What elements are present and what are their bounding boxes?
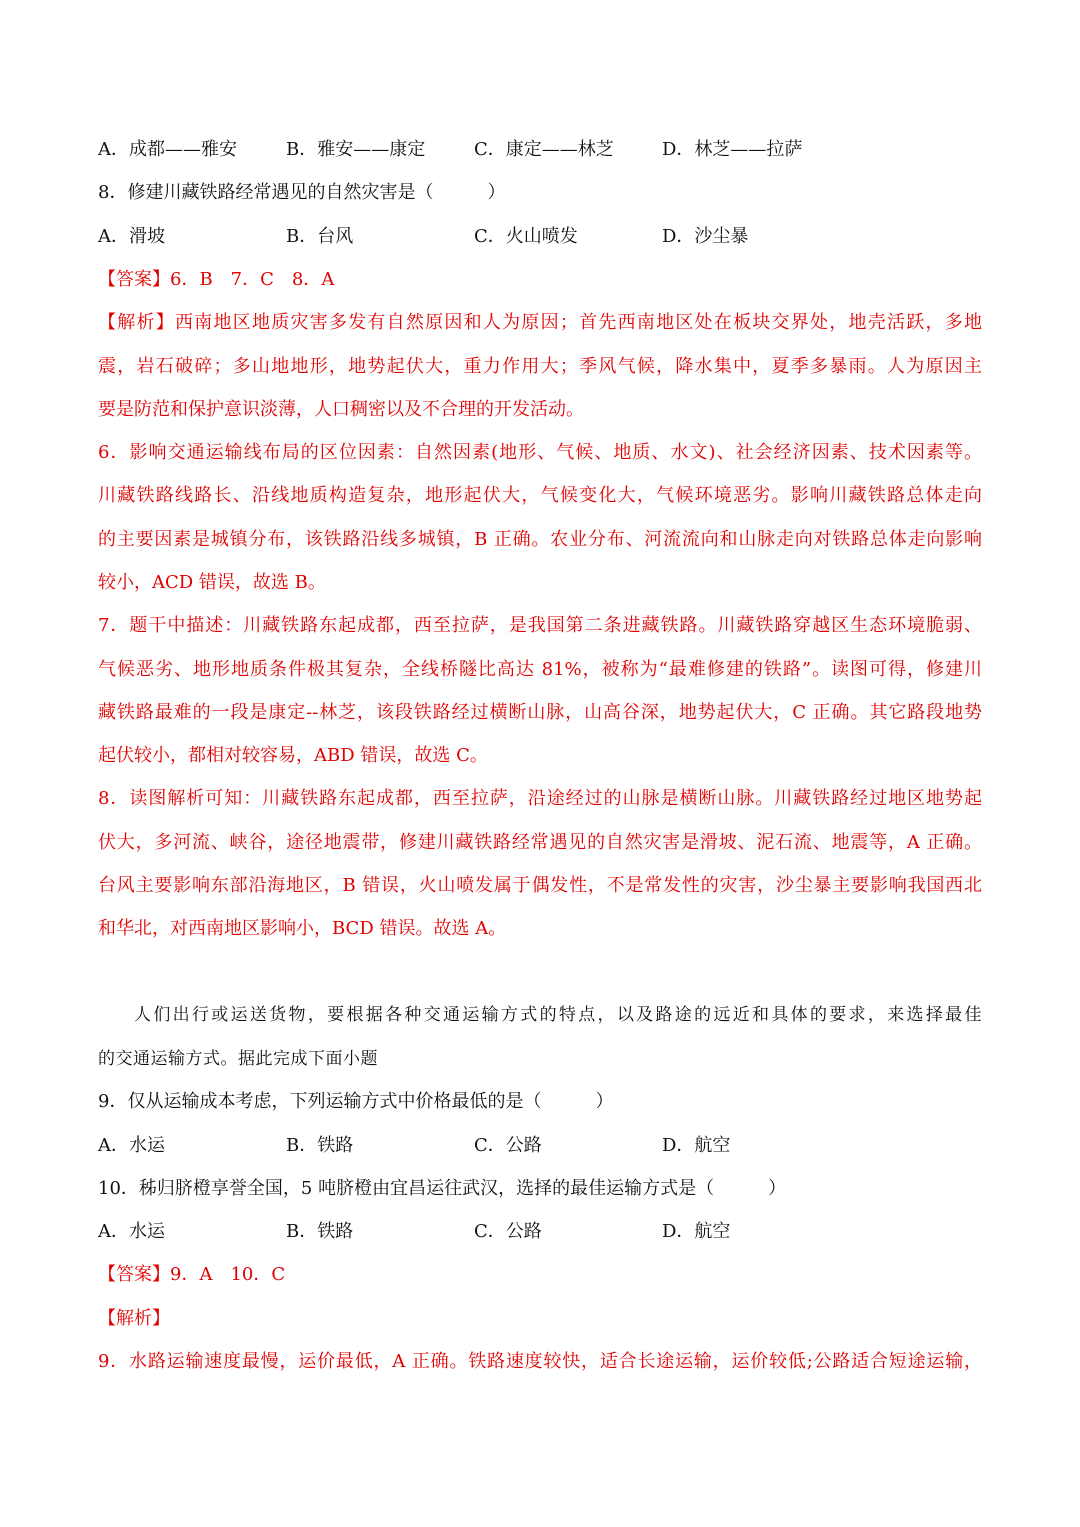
option-b: B．铁路 [286,1135,354,1156]
analysis-label-2: 【解析】 [98,1308,170,1329]
explain7-line-2: 气候恶劣、地形地质条件极其复杂，全线桥隧比高达 81%，被称为“最难修建的铁路”。读图可得，修建川 [98,659,982,680]
option-d: D．航空 [662,1135,731,1156]
option-d: D．沙尘暴 [662,226,749,247]
q7-options [98,137,982,163]
option-b: B．雅安——康定 [286,139,426,160]
option-c: C．康定——林芝 [474,139,614,160]
analysis-line-3: 要是防范和保护意识淡薄，人口稠密以及不合理的开发活动。 [98,399,584,420]
intro-line-1: 人们出行或运送货物，要根据各种交通运输方式的特点，以及路途的远近和具体的要求，来选择最佳 [134,1005,982,1025]
explain8-line-2: 伏大，多河流、峡谷，途径地震带，修建川藏铁路经常遇见的自然灾害是滑坡、泥石流、地震等，A 正确。 [98,832,982,853]
explain6-line-1: 6．影响交通运输线布局的区位因素：自然因素(地形、气候、地质、水文)、社会经济因素、技术因素等。 [98,442,982,463]
analysis-line-1 [98,310,982,336]
analysis-line-2: 震，岩石破碎；多山地地形，地势起伏大，重力作用大；季风气候，降水集中，夏季多暴雨。人为原因主 [98,356,982,377]
answer-label: 【答案】 [98,269,170,290]
option-a: A．滑坡 [98,226,165,247]
answer-block-2 [98,1262,982,1288]
explain7-line-3: 藏铁路最难的一段是康定--林芝，该段铁路经过横断山脉，山高谷深，地势起伏大，C 正确。其它路段地势 [98,702,982,723]
option-c: C．公路 [474,1221,542,1242]
option-d: D．航空 [662,1221,731,1242]
q8-stem: 8．修建川藏铁路经常遇见的自然灾害是（ ） [98,182,506,203]
option-a: A．水运 [98,1135,165,1156]
option-c: C．火山喷发 [474,226,578,247]
option-c: C．公路 [474,1135,542,1156]
analysis-text: 西南地区地质灾害多发有自然原因和人为原因；首先西南地区处在板块交界处，地壳活跃，多地 [174,312,983,333]
explain7-line-4: 起伏较小，都相对较容易，ABD 错误，故选 C。 [98,745,488,766]
explain7-line-1: 7．题干中描述：川藏铁路东起成都，西至拉萨，是我国第二条进藏铁路。川藏铁路穿越区生态环境脆弱、 [98,615,982,636]
q8-options [98,224,982,250]
option-a: A．成都——雅安 [98,139,237,160]
answer-block-1 [98,267,982,293]
explain6-line-3: 的主要因素是城镇分布，该铁路沿线多城镇，B 正确。农业分布、河流流向和山脉走向对铁路总体走向影响 [98,529,982,550]
q10-stem: 10．秭归脐橙享誉全国，5 吨脐橙由宜昌运往武汉，选择的最佳运输方式是（ ） [98,1178,787,1199]
q10-options [98,1219,982,1245]
explain8-line-3: 台风主要影响东部沿海地区，B 错误，火山喷发属于偶发性，不是常发性的灾害，沙尘暴主要影响我国西北 [98,875,982,896]
explain8-line-4: 和华北，对西南地区影响小，BCD 错误。故选 A。 [98,918,507,939]
explain9-line-1: 9．水路运输速度最慢，运价最低，A 正确。铁路速度较快，适合长途运输，运价较低;公路适合短途运输， [98,1351,982,1372]
q9-stem: 9．仅从运输成本考虑，下列运输方式中价格最低的是（ ） [98,1091,614,1112]
answer-text: 9．A 10．C [170,1264,286,1285]
analysis-label: 【解析】 [98,312,175,333]
option-d: D．林芝——拉萨 [662,139,803,160]
option-b: B．铁路 [286,1221,354,1242]
answer-label: 【答案】 [98,1264,170,1285]
explain8-line-1: 8．读图解析可知：川藏铁路东起成都，西至拉萨，沿途经过的山脉是横断山脉。川藏铁路经过地区地势起 [98,788,982,809]
q9-options [98,1133,982,1159]
answer-text: 6．B 7．C 8．A [170,269,335,290]
intro-line-2: 的交通运输方式。据此完成下面小题 [98,1049,378,1069]
option-a: A．水运 [98,1221,165,1242]
option-b: B．台风 [286,226,354,247]
explain6-line-2: 川藏铁路线路长、沿线地质构造复杂，地形起伏大，气候变化大，气候环境恶劣。影响川藏铁路总体走向 [98,485,982,506]
explain6-line-4: 较小，ACD 错误，故选 B。 [98,572,326,593]
